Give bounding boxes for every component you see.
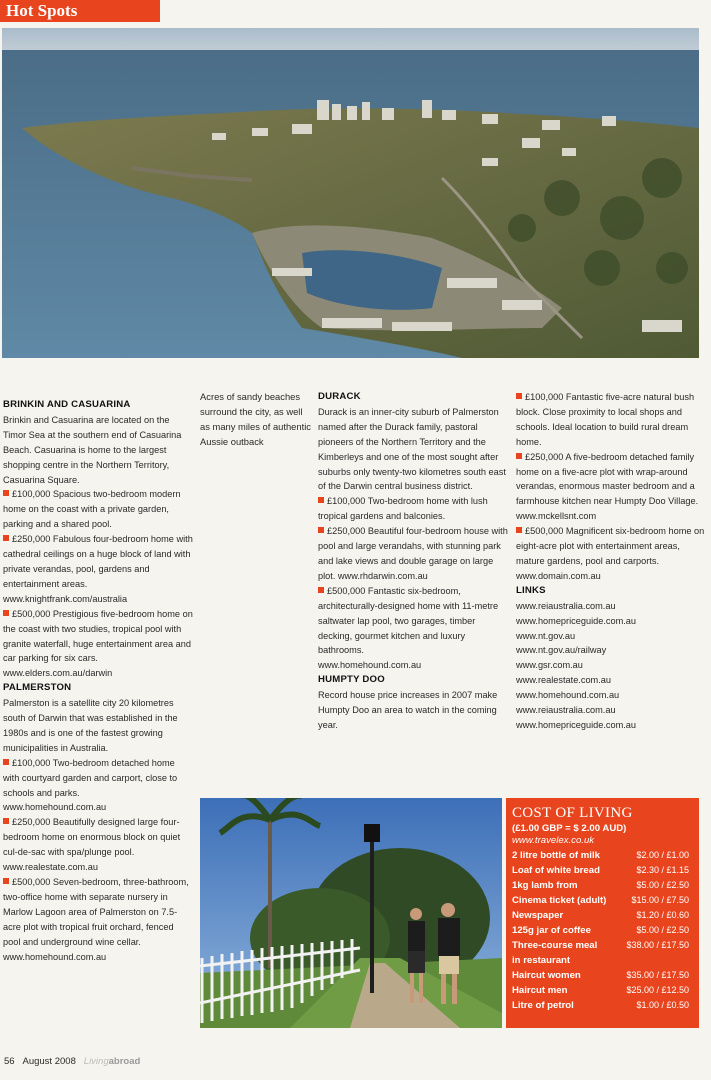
photo-caption [200, 390, 312, 450]
cost-row [506, 848, 699, 863]
cost-item: 125g jar of coffee [512, 925, 591, 936]
cost-source-url[interactable]: www.travelex.co.uk [512, 835, 595, 846]
listing-price: £500,000 [327, 585, 366, 596]
cost-price: $15.00 / £7.50 [631, 895, 689, 905]
listing-text: A five-bedroom detached family home on a five-acre plot with wrap-around verandas, enormous master bedroom and a farmhouse kitchen near Humpty Doo Village. [516, 451, 699, 507]
bullet-square-icon [3, 535, 9, 541]
column-brinkin-palmerston [3, 398, 193, 964]
link-item[interactable]: www.homepriceguide.com.au [516, 615, 637, 626]
cost-item: Three-course meal [512, 940, 598, 951]
listing-price: £500,000 [12, 608, 51, 619]
aerial-photo-darwin [2, 28, 699, 358]
section-header [0, 0, 160, 22]
palmerston-heading: PALMERSTON [3, 682, 72, 694]
listing-item [3, 875, 193, 950]
link-item[interactable]: www.nt.gov.au/railway [516, 645, 607, 656]
cost-price: $25.00 / £12.50 [626, 985, 689, 995]
magazine-brand [84, 1056, 141, 1067]
cost-of-living-panel [506, 798, 699, 1028]
listing-price: £250,000 [12, 534, 51, 545]
brand-part-b: abroad [108, 1056, 141, 1067]
brand-part-a: Living [83, 1056, 109, 1067]
bullet-square-icon [516, 453, 522, 459]
listing-text: Magnificent six-bedroom home on eight-acre plot with entertainment areas, mature gardens, pool and carports. [516, 526, 705, 566]
street-photo [200, 798, 502, 1028]
cost-row [506, 863, 699, 878]
cost-price: $2.30 / £1.15 [636, 865, 689, 875]
cost-price: $35.00 / £17.50 [626, 970, 689, 980]
bullet-square-icon [3, 818, 9, 824]
durack-intro: Durack is an inner-city suburb of Palmerston named after the Durack family, pastoral pioneers of the Northern Territory and the Kimberleys and one of the most sought after suburbs only twenty-two kilometres south east of the Darwin central business district. [318, 406, 506, 492]
cost-row [506, 983, 699, 998]
listing-item [318, 494, 508, 524]
cost-price: $5.00 / £2.50 [636, 925, 689, 935]
listing-price: £250,000 [525, 451, 564, 462]
listing-text: Two-bedroom home with lush tropical gardens and balconies. [318, 496, 488, 522]
listing-item [3, 532, 193, 592]
link-item[interactable]: www.reiaustralia.com.au [516, 705, 616, 716]
durack-heading: DURACK [318, 391, 361, 402]
listing-url[interactable]: www.homehound.com.au [3, 951, 107, 962]
listing-item [516, 524, 706, 569]
listing-item [3, 487, 193, 532]
cost-item: Haircut men [512, 985, 568, 996]
humpty-heading: HUMPTY DOO [318, 674, 385, 686]
link-item[interactable]: www.reiaustralia.com.au [516, 600, 616, 611]
listing-price: £500,000 [525, 526, 564, 537]
bullet-square-icon [3, 878, 9, 884]
page-footer [4, 1056, 140, 1067]
cost-item: Litre of petrol [512, 1000, 574, 1011]
link-item[interactable]: www.homepriceguide.com.au [516, 719, 637, 730]
cost-item: 2 litre bottle of milk [512, 850, 600, 861]
bullet-square-icon [318, 587, 324, 593]
listing-text: Two-bedroom detached home with courtyard garden and carport, close to schools and parks. [3, 757, 178, 798]
cost-price: $1.00 / £0.50 [636, 1000, 689, 1010]
aerial-photo-illustration [2, 28, 699, 358]
links-heading: LINKS [516, 584, 546, 596]
listing-price: £100,000 [327, 496, 366, 507]
cost-item: Newspaper [512, 910, 564, 921]
column-humpty-links [516, 390, 706, 733]
bullet-square-icon [516, 527, 522, 533]
cost-item: in restaurant [512, 955, 571, 966]
listing-text: Seven-bedroom, three-bathroom, two-office home with separate nursery in Marlow Lagoon area of Palmerston on 7.5-acre plot with tropical fruit orchard, fenced pool and underground wine cellar. [3, 877, 189, 947]
cost-row [506, 998, 699, 1013]
listing-item [3, 756, 193, 801]
listing-text: Fantastic six-bedroom, architecturally-designed home with 11-metre saltwater lap pool, two garages, timber decking, gourmet kitchen and luxury bathrooms. [318, 585, 499, 656]
listing-text: Fabulous four-bedroom home with cathedral ceilings on a huge block of land with private verandas, pool, gardens and entertainment areas. [3, 534, 193, 589]
listing-text: Fantastic five-acre natural bush block. Close proximity to local shops and schools. Ideal location to build rural dream home. [516, 392, 695, 447]
listing-item [3, 815, 193, 860]
street-photo-illustration [200, 798, 502, 1028]
cost-price: $1.20 / £0.60 [636, 910, 689, 920]
palmerston-intro: Palmerston is a satellite city 20 kilometres south of Darwin that was established in the 1980s and is one of the fastest growing municipalities in Australia. [3, 698, 178, 753]
exchange-rate: (£1.00 GBP = $ 2.00 AUD) [512, 823, 627, 834]
listing-price: £100,000 [525, 392, 564, 402]
listing-item [516, 450, 706, 510]
brinkin-intro: Brinkin and Casuarina are located on the Timor Sea at the southern end of Casuarina Beach. Casuarina is home to the largest shopping centre in the Northern Territory, Casuarina Square. [3, 414, 182, 485]
cost-row [506, 908, 699, 923]
listing-text: Beautifully designed large four-bedroom home on enormous block on quiet cul-de-sac with spa/plunge pool. [3, 817, 181, 858]
cost-row [506, 953, 699, 968]
listing-url[interactable]: www.homehound.com.au [318, 660, 422, 671]
listing-item [318, 584, 508, 659]
listing-price: £100,000 [12, 757, 51, 768]
links-list [516, 599, 706, 733]
cost-price: $5.00 / £2.50 [636, 880, 689, 890]
brinkin-heading: BRINKIN AND CASUARINA [3, 399, 131, 410]
bullet-square-icon [3, 610, 9, 616]
listing-url[interactable]: www.mckellsnt.com [516, 511, 597, 522]
cost-row [506, 893, 699, 908]
listing-price: £250,000 [12, 817, 51, 828]
cost-item: Cinema ticket (adult) [512, 895, 607, 906]
cost-item: Haircut women [512, 970, 581, 981]
cost-row [506, 878, 699, 893]
listing-price: £100,000 [12, 489, 51, 500]
listing-url[interactable]: www.domain.com.au [516, 570, 601, 581]
bullet-square-icon [318, 497, 324, 503]
listing-url[interactable]: www.elders.com.au/darwin [3, 668, 113, 679]
listing-item [318, 524, 508, 584]
cost-item: Loaf of white bread [512, 865, 600, 876]
cost-table [506, 848, 699, 1013]
section-title: Hot Spots [6, 1, 78, 20]
cost-row [506, 938, 699, 953]
humpty-intro: Record house price increases in 2007 make Humpty Doo an area to watch in the coming year. [318, 690, 498, 730]
caption-text: Acres of sandy beaches surround the city, as well as many miles of authentic Aussie outback [200, 391, 311, 447]
bullet-square-icon [3, 759, 9, 765]
listing-item [3, 607, 193, 667]
listing-text: Beautiful four-bedroom house with pool and large verandahs, with stunning park and lake views and double garage on large plot. www.rhdarwin.com.au [318, 526, 508, 581]
cost-title: COST OF LIVING [512, 805, 633, 821]
listing-item [516, 390, 706, 450]
listing-url[interactable]: www.knightfrank.com/australia [3, 593, 128, 604]
page-number: 56 [4, 1056, 15, 1067]
listing-url[interactable]: www.realestate.com.au [3, 862, 98, 873]
cost-row [506, 923, 699, 938]
bullet-square-icon [3, 490, 9, 496]
listing-price: £500,000 [12, 877, 51, 887]
link-item[interactable]: www.homehound.com.au [516, 690, 620, 701]
listing-text: Prestigious five-bedroom home on the coast with two studies, tropical pool with granite waterfall, huge entertainment area and car parking for six cars. [3, 608, 193, 664]
cost-item: 1kg lamb from [512, 880, 578, 891]
link-item[interactable]: www.gsr.com.au [516, 660, 583, 671]
bullet-square-icon [318, 527, 324, 533]
link-item[interactable]: www.nt.gov.au [516, 630, 576, 641]
cost-row [506, 968, 699, 983]
link-item[interactable]: www.realestate.com.au [516, 675, 611, 686]
cost-price: $38.00 / £17.50 [626, 940, 689, 950]
cost-price: $2.00 / £1.00 [636, 850, 689, 860]
listing-price: £250,000 [327, 526, 366, 537]
issue-date: August 2008 [22, 1056, 76, 1067]
bullet-square-icon [516, 393, 522, 399]
listing-text: Spacious two-bedroom modern home on the coast with a private garden, parking and a shared pool. [3, 489, 181, 530]
listing-url[interactable]: www.homehound.com.au [3, 802, 107, 813]
column-durack-humpty [318, 390, 508, 733]
